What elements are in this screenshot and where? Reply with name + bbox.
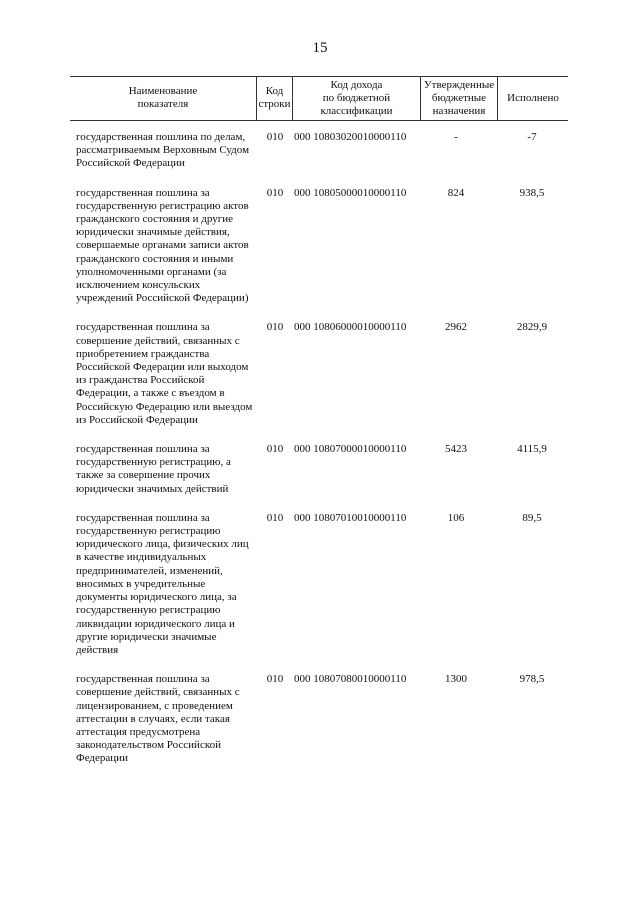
income-code: 000 10803020010000110 [294,131,407,143]
header-executed: Исполнено [507,91,559,104]
executed-amount: 4115,9 [517,443,547,456]
approved-amount: 2962 [445,321,467,334]
income-code: 000 10807000010000110 [294,443,407,456]
indicator-name: государственная пошлина за государственную регистрацию, а также за совершение прочих юридически значимых действий [76,443,231,495]
row-code: 010 [266,443,284,456]
page-number: 15 [312,40,328,56]
row-code: 010 [266,186,284,199]
table-row [70,673,570,765]
header-row-code: Код строки [258,85,291,110]
income-code: 000 10807010010000110 [294,511,407,524]
table-body [70,120,570,766]
table-row [70,321,570,427]
executed-amount: 978,5 [519,673,545,686]
executed-amount: 2829,9 [516,321,548,334]
indicator-name: государственная пошлина за совершение действий, связанных с приобретением гражданства Российской Федерации или выходом из гражданства Российской Федерации, а также с въездом в Российскую Федерацию или выездом из Российской Федерации [76,321,253,426]
row-code: 010 [266,511,284,524]
row-code: 010 [266,321,284,334]
table-row [70,443,570,496]
header-income-code: Код дохода по бюджетной классификации [320,78,393,117]
approved-amount: 106 [447,511,465,524]
indicator-name: государственная пошлина за совершение действий, связанных с лицензированием, с проведением аттестации в случаях, если такая аттестация предусмотрена законодательством Российской Федерации [76,673,240,765]
table-row [70,131,570,171]
row-code: 010 [266,131,284,143]
executed-amount: -7 [527,131,537,143]
income-code: 000 10805000010000110 [294,186,407,199]
income-code: 000 10806000010000110 [294,321,407,334]
table-row [70,512,570,657]
indicator-name: государственная пошлина по делам, рассматриваемым Верховным Судом Российской Федерации [76,131,250,170]
approved-amount: - [454,131,458,143]
approved-amount: 5423 [445,443,467,456]
header-name: Наименование показателя [128,85,198,110]
table-row [70,187,570,306]
approved-amount: 1300 [445,673,467,686]
indicator-name: государственная пошлина за государственную регистрацию актов гражданского состояния и другие юридически значимые действия, совершаемые органами записи актов гражданского состояния и иными уполномоченными органами (за исключением консульских учреждений Российской Федерации) [76,186,249,305]
executed-amount: 89,5 [522,511,542,524]
executed-amount: 938,5 [519,186,545,199]
approved-amount: 824 [447,186,465,199]
header-approved: Утвержденные бюджетные назначения [423,78,495,117]
income-code: 000 10807080010000110 [294,673,407,686]
row-code: 010 [266,673,284,686]
indicator-name: государственная пошлина за государственную регистрацию юридического лица, физических лиц в качестве индивидуальных предпринимателей, изменений, вносимых в учредительные документы юридического лица, за государственную регистрацию ликвидации юридического лица и другие юридически значимые действия [76,511,249,656]
